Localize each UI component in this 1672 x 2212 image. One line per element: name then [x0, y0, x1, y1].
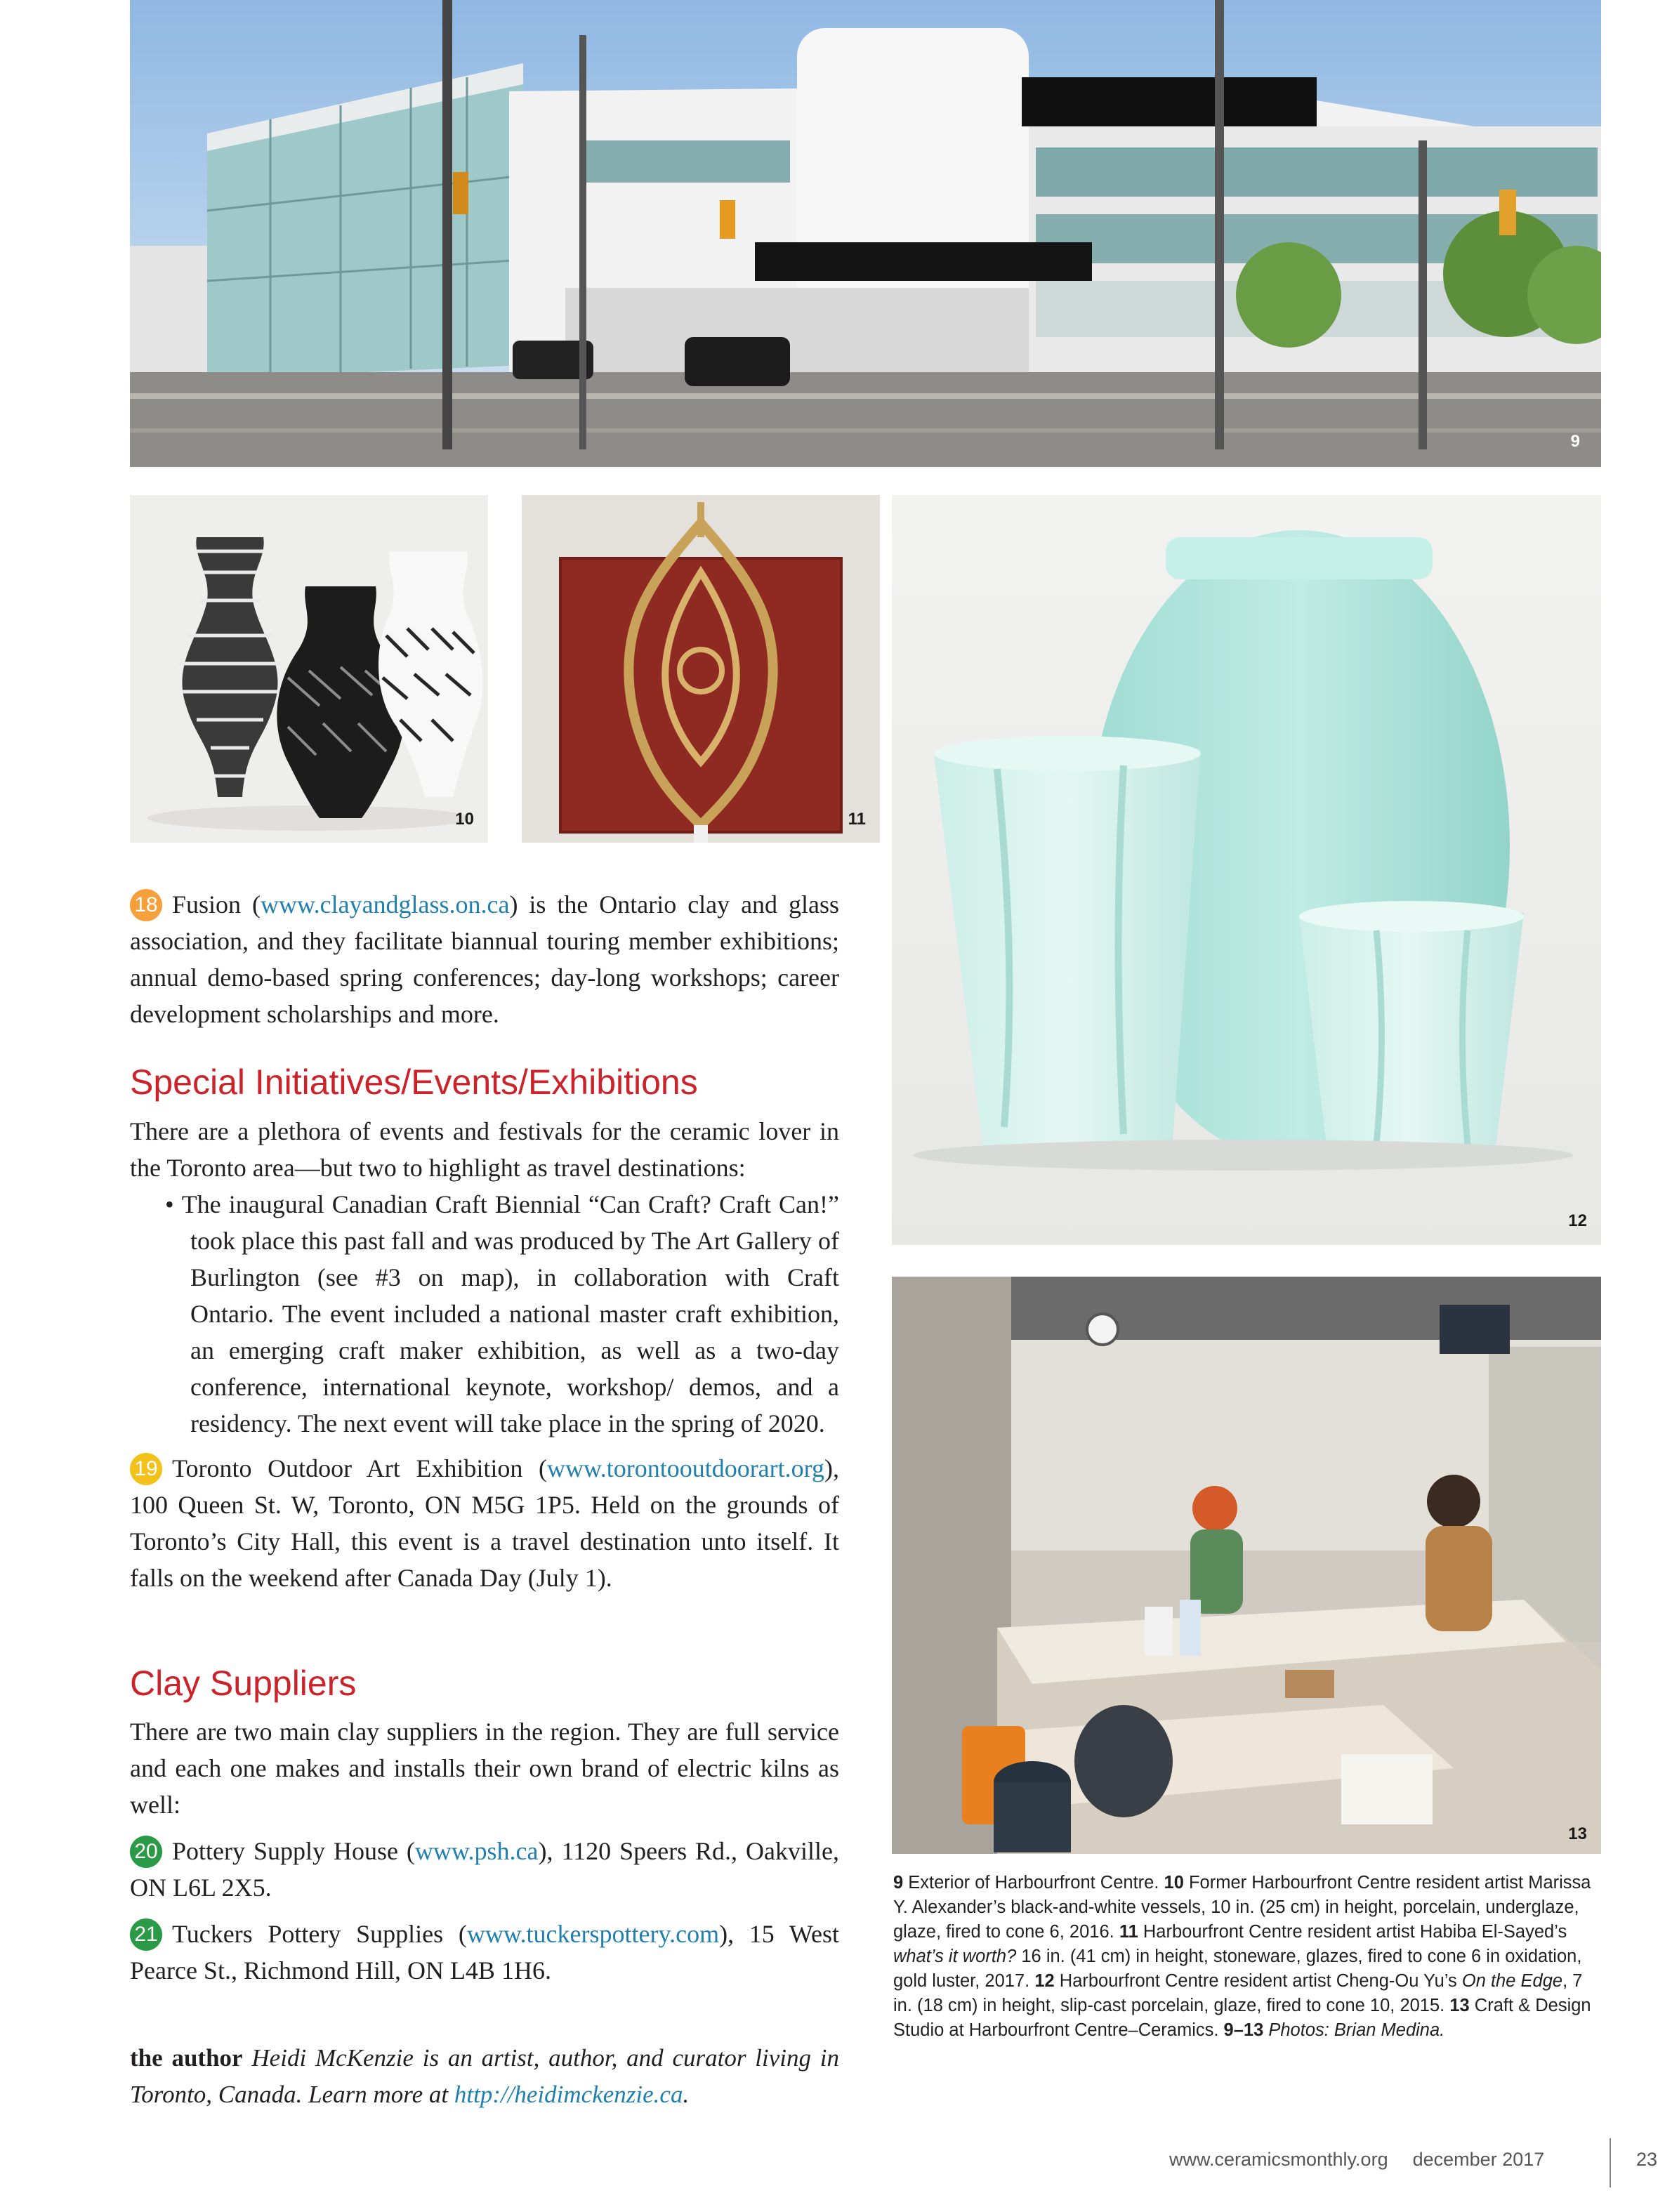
caption-12b: , 7 in. (18 cm) in height, slip-cast porcelain, glaze, fired to cone 10, 2015.	[893, 1971, 1583, 2015]
author-bio	[130, 2040, 839, 2113]
harbourfront-exterior-image	[130, 0, 1601, 467]
item-20-name: Pottery Supply House (	[172, 1837, 415, 1865]
item-20-paragraph	[130, 1833, 839, 1906]
photo-red-tile-gold-luster	[522, 495, 880, 843]
black-white-vessels-image	[130, 495, 488, 843]
footer	[1169, 2149, 1661, 2171]
studio-image	[892, 1277, 1601, 1854]
caption-9: Exterior of Harbourfront Centre.	[903, 1873, 1164, 1892]
author-bio-text: Heidi McKenzie is an artist, author, and curator living in Toronto, Canada. Learn more at	[130, 2044, 840, 2108]
map-badge-21: 21	[130, 1918, 162, 1951]
map-badge-19: 19	[130, 1453, 162, 1485]
link-tuckerspottery[interactable]: www.tuckerspottery.com	[466, 1920, 720, 1948]
caption-10: Former Harbourfront Centre resident artist Marissa Y. Alexander’s black-and-white vessels, 10 in. (25 cm) in height, porcelain, underglaze, glaze, fired to cone 6, 2016.	[893, 1873, 1591, 1942]
link-author-website[interactable]: http://heidimckenzie.ca	[454, 2081, 683, 2108]
author-label: the author	[130, 2044, 243, 2072]
photo-captions	[893, 1871, 1601, 2043]
figure-number-12: 12	[1568, 1211, 1587, 1230]
caption-11b: 16 in. (41 cm) in height, stoneware, glazes, fired to cone 6 in oxidation, gold luster, 2017.	[893, 1947, 1582, 1991]
caption-12a: Harbourfront Centre resident artist Cheng-Ou Yu’s	[1054, 1971, 1462, 1991]
caption-num-10: 10	[1164, 1873, 1184, 1892]
item-21-name: Tuckers Pottery Supplies (	[172, 1920, 467, 1948]
caption-12-title: On the Edge	[1461, 1971, 1563, 1991]
item-18-name: Fusion (	[172, 890, 261, 919]
footer-divider	[1610, 2138, 1611, 2187]
clay-intro: There are two main clay suppliers in the region. They are full service and each one makes and installs their own brand of electric kilns as well:	[130, 1718, 839, 1819]
caption-credit: Photos: Brian Medina.	[1263, 2020, 1445, 2040]
item-19-name: Toronto Outdoor Art Exhibition (	[172, 1454, 548, 1482]
bullet-craft-biennial	[130, 1186, 839, 1442]
page-number: 23	[1636, 2149, 1658, 2170]
item-19-paragraph	[130, 1450, 839, 1596]
bullet-craft-biennial-text: The inaugural Canadian Craft Biennial “Can Craft? Craft Can!” took place this past fall and was produced by The Art Gallery of Burlington (see #3 on map), in collaboration with Craft Ontario. The event included a national master craft exhibition, an emerging craft maker exhibition, as well as a two-day conference, international keynote, workshop/ demos, and a residency. The next event will take place in the spring of 2020.	[181, 1190, 839, 1437]
photo-celadon-porcelain-vessels	[892, 495, 1601, 1245]
item-18-paragraph	[130, 886, 839, 1032]
figure-number-10: 10	[455, 810, 474, 829]
figure-number-13: 13	[1568, 1824, 1587, 1843]
red-tile-image	[522, 495, 880, 843]
caption-13: Craft & Design Studio at Harbourfront Centre–Ceramics.	[893, 1996, 1591, 2040]
bullet-dot: •	[165, 1190, 182, 1218]
special-initiatives-text	[130, 1113, 839, 1596]
author-bio-end: .	[683, 2081, 690, 2108]
heading-special-initiatives: Special Initiatives/Events/Exhibitions	[130, 1062, 698, 1102]
map-badge-20: 20	[130, 1836, 162, 1868]
caption-num-13: 13	[1449, 1996, 1470, 2015]
caption-credit-range: 9–13	[1223, 2020, 1264, 2040]
item-20-text: ), 1120 Speers Rd., Oakville, ON L6L 2X5.	[130, 1837, 839, 1902]
item-21-paragraph	[130, 1916, 839, 1989]
caption-11a: Harbourfront Centre resident artist Habiba El-Sayed’s	[1138, 1922, 1567, 1942]
figure-number-11: 11	[848, 810, 866, 829]
item-21-text: ), 15 West Pearce St., Richmond Hill, ON L4B 1H6.	[130, 1920, 839, 1984]
figure-number-9: 9	[1570, 432, 1580, 451]
heading-clay-suppliers: Clay Suppliers	[130, 1664, 357, 1703]
link-psh[interactable]: www.psh.ca	[414, 1837, 539, 1865]
footer-url[interactable]: www.ceramicsmonthly.org	[1169, 2149, 1388, 2170]
photo-black-white-vessels	[130, 495, 488, 843]
photo-harbourfront-exterior	[130, 0, 1601, 467]
caption-num-12: 12	[1034, 1971, 1055, 1991]
link-torontooutdoorart[interactable]: www.torontooutdoorart.org	[547, 1454, 824, 1482]
link-clayandglass[interactable]: www.clayandglass.on.ca	[260, 890, 510, 919]
item-18-text: ) is the Ontario clay and glass association, and they facilitate biannual touring member exhibitions; annual demo-based spring conferences; day-long workshops; career development scholarships and more.	[130, 890, 839, 1028]
photo-craft-design-studio	[892, 1277, 1601, 1854]
celadon-vessels-image	[892, 495, 1601, 1245]
clay-suppliers-text	[130, 1713, 839, 1989]
caption-num-9: 9	[893, 1873, 904, 1892]
map-badge-18: 18	[130, 889, 162, 921]
caption-11-title: what’s it worth?	[893, 1947, 1017, 1966]
special-intro: There are a plethora of events and festivals for the ceramic lover in the Toronto area—but two to highlight as travel destinations:	[130, 1117, 839, 1182]
item-19-text: ), 100 Queen St. W, Toronto, ON M5G 1P5. Held on the grounds of Toronto’s City Hall, this event is a travel destination unto itself. It falls on the weekend after Canada Day (July 1).	[130, 1454, 839, 1592]
caption-num-11: 11	[1119, 1922, 1138, 1942]
footer-month: december	[1412, 2149, 1497, 2170]
footer-year: 2017	[1502, 2149, 1545, 2170]
